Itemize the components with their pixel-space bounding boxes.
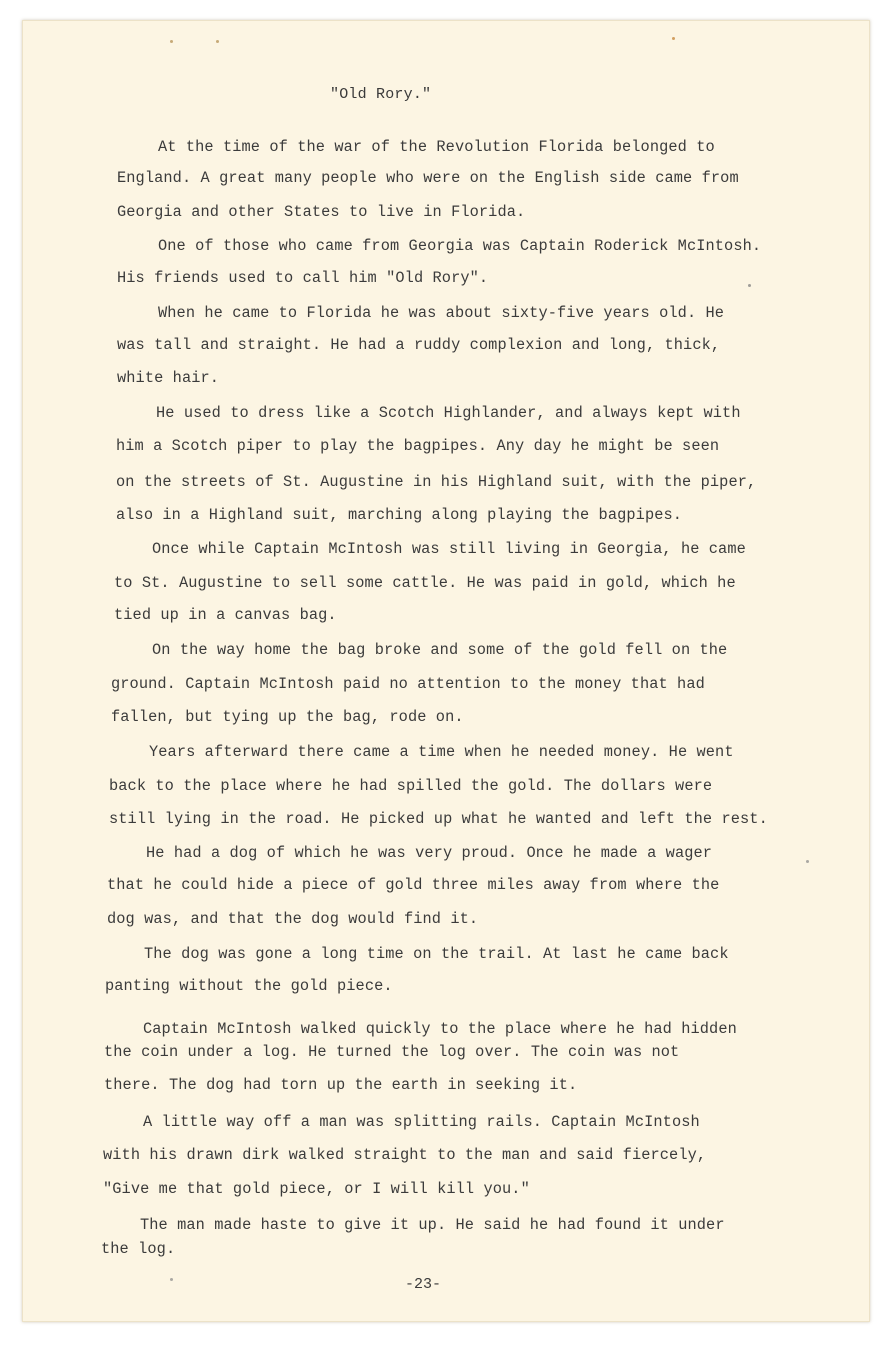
text-line: Years afterward there came a time when he needed money. He went xyxy=(149,743,734,761)
paper-speck xyxy=(672,37,675,40)
text-line: back to the place where he had spilled the gold. The dollars were xyxy=(109,777,713,795)
text-line: tied up in a canvas bag. xyxy=(114,606,337,624)
text-line: He had a dog of which he was very proud. Once he made a wager xyxy=(146,844,713,862)
document-title: "Old Rory." xyxy=(330,86,432,103)
text-line: On the way home the bag broke and some of the gold fell on the xyxy=(152,641,728,659)
text-line: dog was, and that the dog would find it. xyxy=(107,910,479,928)
text-line: white hair. xyxy=(117,369,220,387)
text-line: Once while Captain McIntosh was still living in Georgia, he came xyxy=(152,540,746,558)
text-line: His friends used to call him "Old Rory". xyxy=(117,269,489,287)
text-line: still lying in the road. He picked up what he wanted and left the rest. xyxy=(109,810,768,828)
text-line: The man made haste to give it up. He said he had found it under xyxy=(140,1216,725,1234)
text-line: One of those who came from Georgia was Captain Roderick McIntosh. xyxy=(158,237,762,255)
text-line: The dog was gone a long time on the trail. At last he came back xyxy=(144,945,729,963)
paper-speck xyxy=(170,1278,173,1281)
text-line: Georgia and other States to live in Florida. xyxy=(117,203,526,221)
text-line: A little way off a man was splitting rails. Captain McIntosh xyxy=(143,1113,700,1131)
text-line: When he came to Florida he was about sixty-five years old. He xyxy=(158,304,725,322)
text-line: to St. Augustine to sell some cattle. He was paid in gold, which he xyxy=(114,574,736,592)
text-line: also in a Highland suit, marching along playing the bagpipes. xyxy=(116,506,683,524)
text-line: "Give me that gold piece, or I will kill you." xyxy=(103,1180,530,1198)
text-line: At the time of the war of the Revolution Florida belonged to xyxy=(158,138,715,156)
paper-speck xyxy=(170,40,173,43)
text-line: on the streets of St. Augustine in his Highland suit, with the piper, xyxy=(116,473,757,491)
text-line: was tall and straight. He had a ruddy complexion and long, thick, xyxy=(117,336,721,354)
text-line: Captain McIntosh walked quickly to the place where he had hidden xyxy=(143,1020,737,1038)
paper-speck xyxy=(216,40,219,43)
text-line: him a Scotch piper to play the bagpipes. Any day he might be seen xyxy=(116,437,720,455)
text-line: there. The dog had torn up the earth in seeking it. xyxy=(104,1076,578,1094)
text-line: ground. Captain McIntosh paid no attention to the money that had xyxy=(111,675,705,693)
text-line: He used to dress like a Scotch Highlander, and always kept with xyxy=(156,404,741,422)
paper-speck xyxy=(748,284,751,287)
text-line: fallen, but tying up the bag, rode on. xyxy=(111,708,464,726)
text-line: with his drawn dirk walked straight to the man and said fiercely, xyxy=(103,1146,707,1164)
paper-speck xyxy=(806,860,809,863)
text-line: panting without the gold piece. xyxy=(105,977,393,995)
text-line: the coin under a log. He turned the log over. The coin was not xyxy=(104,1043,680,1061)
text-line: the log. xyxy=(101,1240,176,1258)
page-number: -23- xyxy=(405,1276,442,1293)
text-line: England. A great many people who were on the English side came from xyxy=(117,169,739,187)
text-line: that he could hide a piece of gold three miles away from where the xyxy=(107,876,720,894)
